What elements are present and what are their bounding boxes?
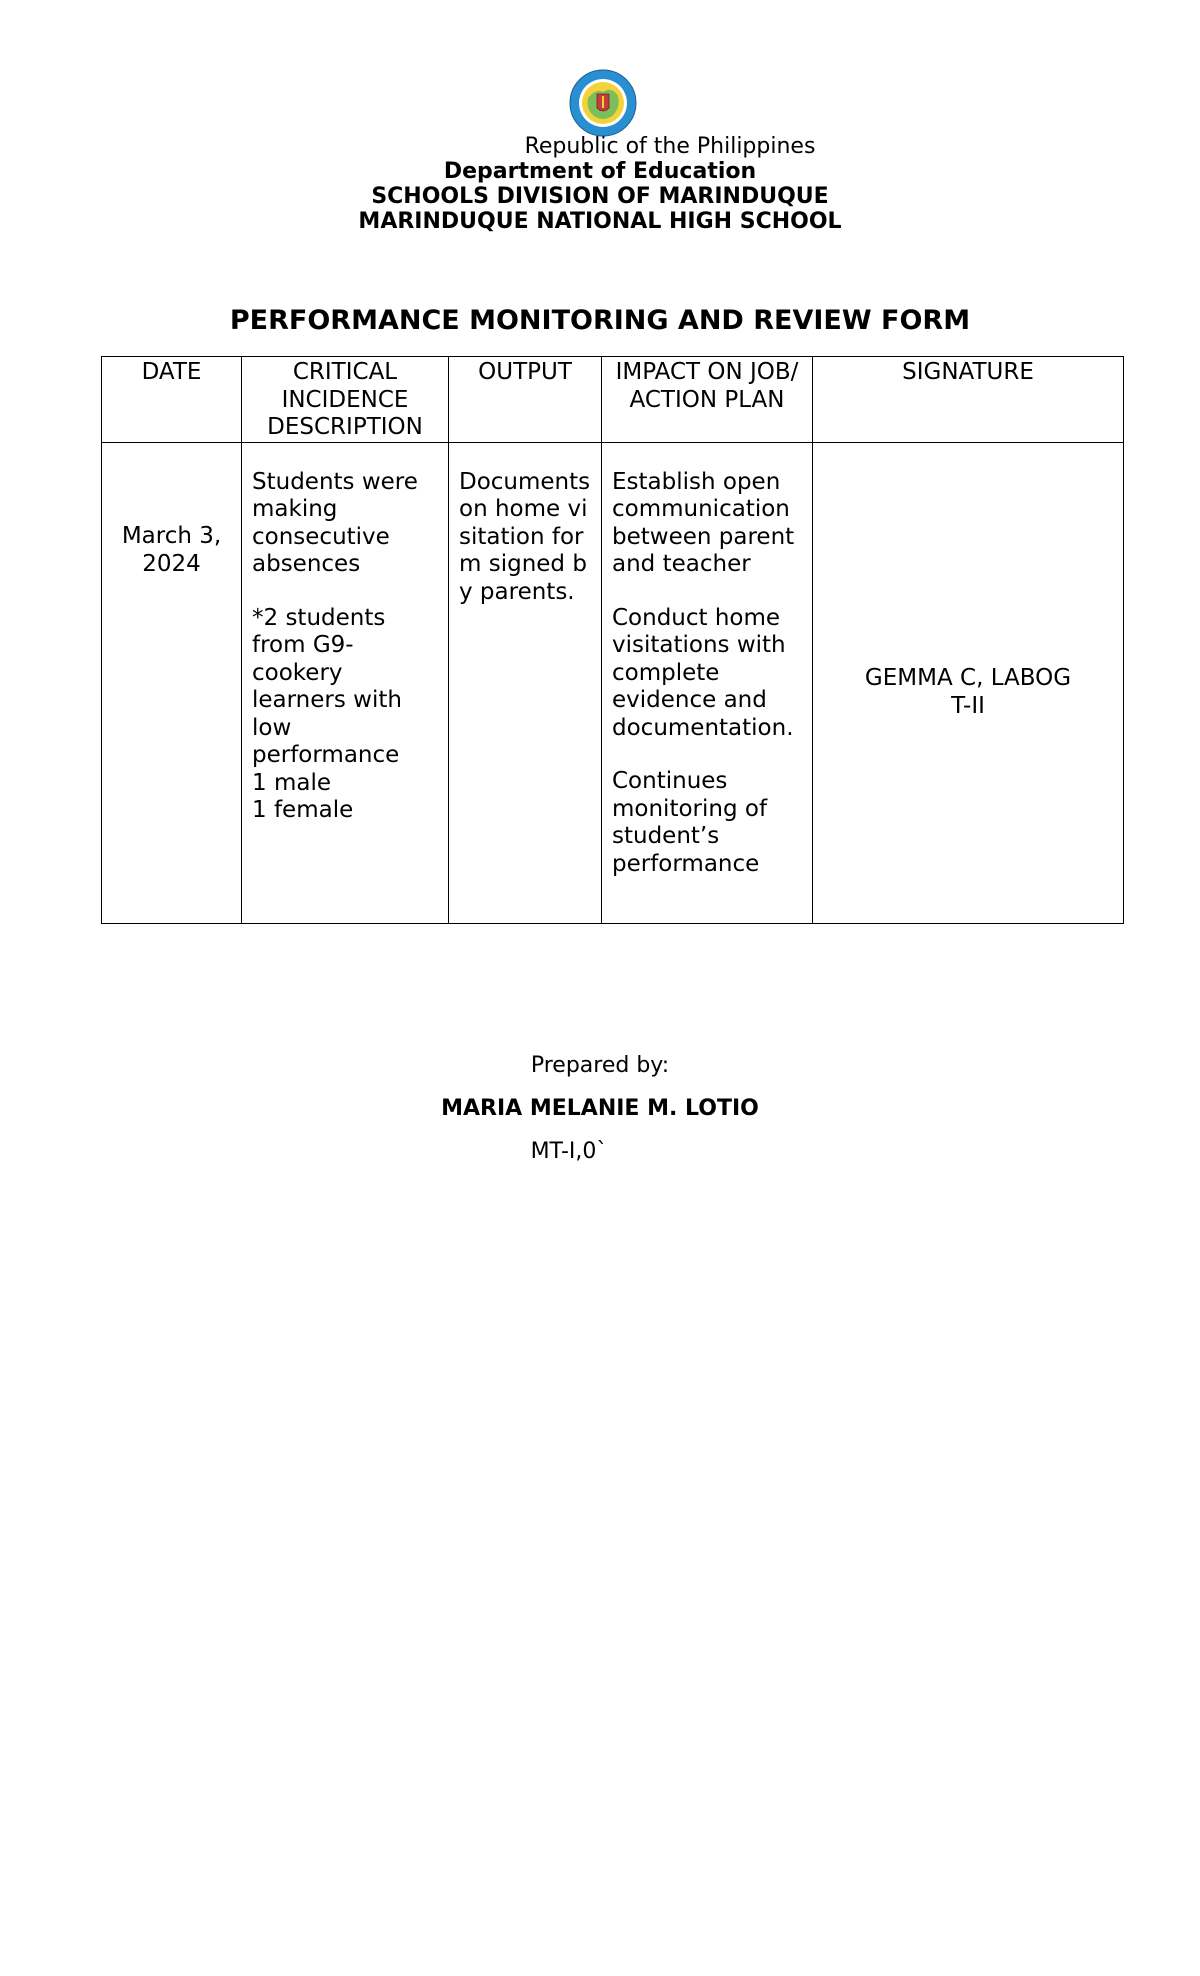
republic-line: Republic of the Philippines (524, 134, 816, 159)
form-title: PERFORMANCE MONITORING AND REVIEW FORM (229, 305, 971, 336)
impact-cell (602, 442, 813, 924)
division-line: SCHOOLS DIVISION OF MARINDUQUE (371, 184, 829, 209)
impact-item-3: Continues monitoring of student’s performance (612, 768, 768, 877)
impact-item-1: Establish open communication between parent and teacher (612, 468, 795, 577)
impact-item-2: Conduct home visitations with complete evidence and documentation. (612, 604, 794, 741)
column-header-signature: SIGNATURE (813, 357, 1124, 443)
incidence-detail: *2 students from G9-cookery learners with low performance (252, 604, 402, 768)
column-header-impact: IMPACT ON JOB/ ACTION PLAN (602, 357, 813, 443)
preparer-name: MARIA MELANIE M. LOTIO (441, 1096, 759, 1121)
column-header-incidence: CRITICAL INCIDENCE DESCRIPTION (242, 357, 449, 443)
column-header-output: OUTPUT (449, 357, 602, 443)
output-text: Documents on home visitation form signed by parents. (459, 468, 591, 605)
table-row (102, 442, 1124, 924)
department-line: Department of Education (443, 159, 757, 184)
column-header-date: DATE (102, 357, 242, 443)
performance-table (101, 356, 1124, 924)
signature-cell (813, 442, 1124, 924)
preparer-position: MT-I,0` (530, 1139, 608, 1164)
signature-name: GEMMA C, LABOG (864, 665, 1072, 692)
deped-seal-icon (566, 68, 640, 138)
incidence-female: 1 female (252, 797, 354, 823)
school-line: MARINDUQUE NATIONAL HIGH SCHOOL (358, 209, 842, 234)
output-cell (449, 442, 602, 924)
date-cell (102, 442, 242, 924)
incidence-text: Students were making consecutive absences (252, 468, 418, 577)
incidence-male: 1 male (252, 769, 331, 796)
date-value: March 3, 2024 (121, 523, 222, 577)
table-header-row (102, 357, 1124, 443)
incidence-cell (242, 442, 449, 924)
signature-position: T-II (951, 692, 985, 719)
prepared-by-label: Prepared by: (530, 1053, 670, 1078)
